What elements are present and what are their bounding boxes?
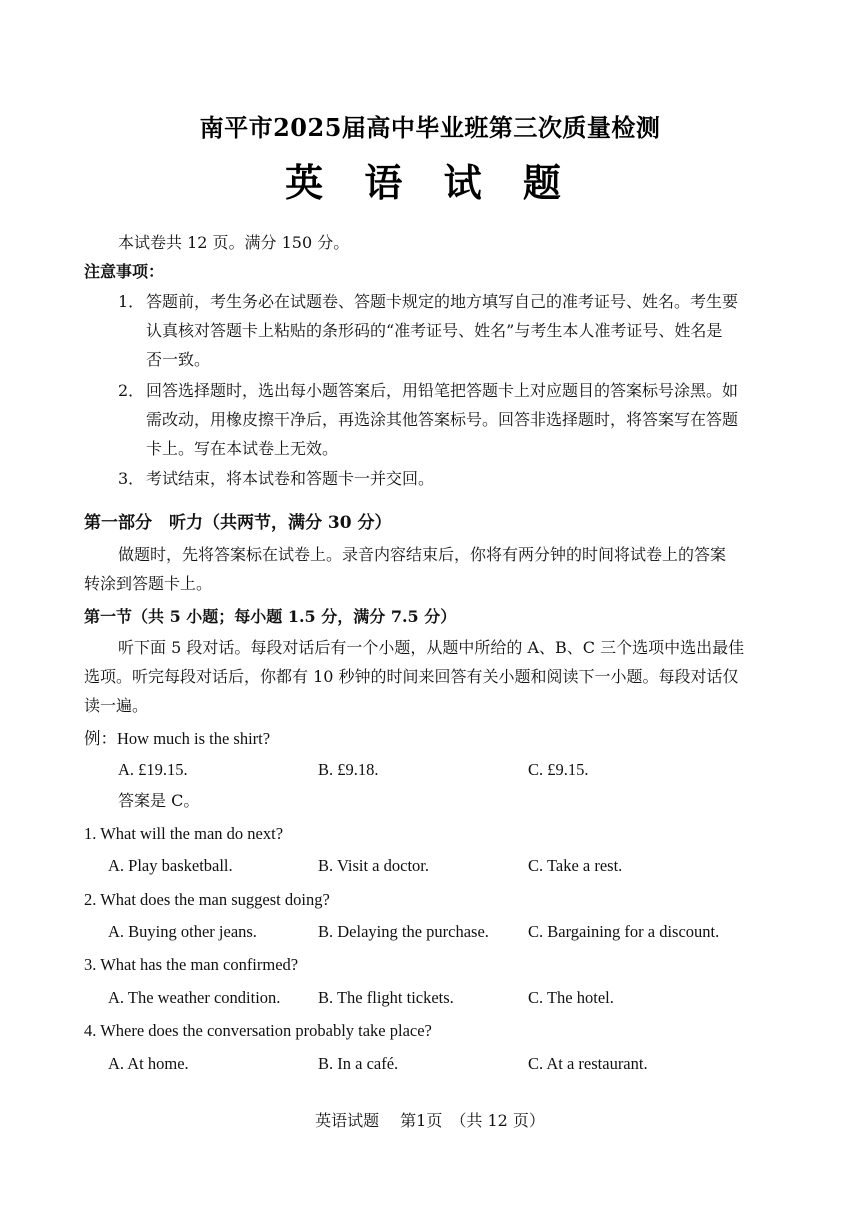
- subject-title: 英 语 试 题: [285, 160, 575, 205]
- question-text: 2. What does the man suggest doing?: [84, 890, 330, 909]
- intro-text: 本试卷共 12 页。满分 150 分。: [118, 233, 350, 252]
- part1-desc-line: 做题时，先将答案标在试卷上。录音内容结束后，你将有两分钟的时间将试卷上的答案: [118, 545, 727, 564]
- option-b: B. The flight tickets.: [318, 988, 454, 1007]
- option-a: A. At home.: [108, 1054, 189, 1073]
- option-c: C. The hotel.: [528, 988, 614, 1007]
- part1-heading: 第一部分 听力（共两节，满分 30 分）: [84, 513, 392, 533]
- option-c: C. Take a rest.: [528, 856, 623, 875]
- notice-item-number: 1．: [118, 292, 145, 311]
- option-b: B. Delaying the purchase.: [318, 922, 489, 941]
- notice-item-line: 回答选择题时，选出每小题答案后，用铅笔把答题卡上对应题目的答案标号涂黑。如: [146, 381, 739, 400]
- notice-item-line: 需改动，用橡皮擦干净后，再选涂其他答案标号。回答非选择题时，将答案写在答题: [146, 410, 739, 429]
- option-a: A. Buying other jeans.: [108, 922, 257, 941]
- section1-desc-line: 听下面 5 段对话。每段对话后有一个小题，从题中所给的 A、B、C 三个选项中选出最佳: [118, 638, 745, 657]
- example-option-a: A. £19.15.: [118, 760, 188, 779]
- section1-desc-line: 选项。听完每段对话后，你都有 10 秒钟的时间来回答有关小题和阅读下一小题。每段对话仅: [84, 667, 739, 686]
- section1-heading: 第一节（共 5 小题；每小题 1.5 分，满分 7.5 分）: [84, 607, 457, 626]
- notice-item-line: 卡上。写在本试卷上无效。: [146, 439, 339, 458]
- question-text: 1. What will the man do next?: [84, 824, 284, 843]
- notice-item-number: 2．: [118, 381, 145, 400]
- example-option-b: B. £9.18.: [318, 760, 379, 779]
- notice-item-line: 认真核对答题卡上粘贴的条形码的“准考证号、姓名”与考生本人准考证号、姓名是: [146, 321, 723, 340]
- option-c: C. At a restaurant.: [528, 1054, 648, 1073]
- notice-item-line: 考试结束，将本试卷和答题卡一并交回。: [146, 469, 435, 488]
- page-footer: 英语试题 第1页 （共 12 页）: [315, 1111, 545, 1130]
- option-c: C. Bargaining for a discount.: [528, 922, 720, 941]
- example-question: 例：How much is the shirt?: [84, 729, 271, 748]
- example-option-c: C. £9.15.: [528, 760, 589, 779]
- option-a: A. The weather condition.: [108, 988, 281, 1007]
- notice-item-number: 3．: [118, 469, 145, 488]
- option-a: A. Play basketball.: [108, 856, 233, 875]
- notice-heading: 注意事项：: [84, 262, 165, 281]
- example-answer: 答案是 C。: [118, 791, 200, 810]
- exam-title: 南平市2025届高中毕业班第三次质量检测: [199, 113, 661, 142]
- question-text: 3. What has the man confirmed?: [84, 955, 299, 974]
- part1-desc-line: 转涂到答题卡上。: [84, 574, 213, 593]
- notice-item-line: 答题前，考生务必在试题卷、答题卡规定的地方填写自己的准考证号、姓名。考生要: [146, 292, 739, 311]
- option-b: B. Visit a doctor.: [318, 856, 429, 875]
- section1-desc-line: 读一遍。: [84, 696, 149, 715]
- option-b: B. In a café.: [318, 1054, 399, 1073]
- question-text: 4. Where does the conversation probably take place?: [84, 1021, 432, 1040]
- notice-item-line: 否一致。: [146, 350, 211, 369]
